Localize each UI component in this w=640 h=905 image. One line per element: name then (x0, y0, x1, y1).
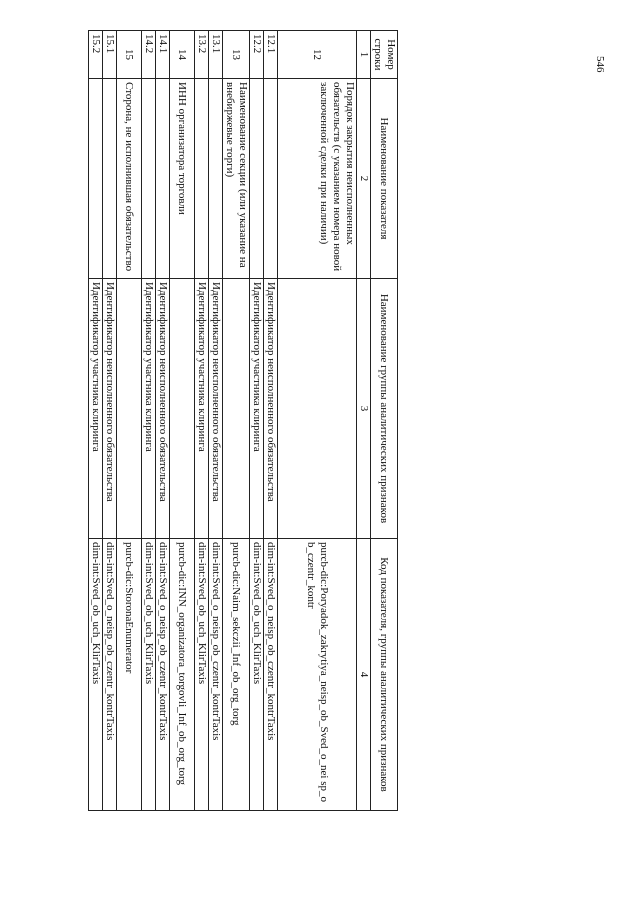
row-number: 12.1 (264, 31, 278, 79)
indicator-code: dim-int:Sved_o_neisp_ob_czentr_kontrTaxis (264, 539, 278, 811)
group-name (117, 279, 142, 539)
group-name (278, 279, 357, 539)
row-number: 13.1 (209, 31, 223, 79)
table-row (156, 31, 170, 811)
indicator-name (103, 79, 117, 279)
table-row (264, 31, 278, 811)
row-number: 14.1 (156, 31, 170, 79)
group-name: Идентификатор неисполненного обязательства (264, 279, 278, 539)
group-name: Идентификатор участника клиринга (89, 279, 103, 539)
group-name: Идентификатор неисполненного обязательства (103, 279, 117, 539)
group-name: Идентификатор участника клиринга (195, 279, 209, 539)
group-name (170, 279, 195, 539)
row-number: 14.2 (142, 31, 156, 79)
indicator-name (209, 79, 223, 279)
indicator-code: dim-int:Sved_ob_uch_KlirTaxis (142, 539, 156, 811)
group-name (223, 279, 250, 539)
table-row (117, 31, 142, 811)
indicator-name: Сторона, не исполнившая обязательство (117, 79, 142, 279)
table-row (223, 31, 250, 811)
table-row (103, 31, 117, 811)
row-number: 13.2 (195, 31, 209, 79)
row-number: 15 (117, 31, 142, 79)
table-row (278, 31, 357, 811)
row-number: 15.2 (89, 31, 103, 79)
column-number: 3 (357, 279, 371, 539)
indicator-name (142, 79, 156, 279)
indicator-name: Наименование секции (или указание на внебиржевые торги) (223, 79, 250, 279)
header-code: Код показателя, группы аналитических признаков (371, 539, 398, 811)
table-row (170, 31, 195, 811)
indicator-name (89, 79, 103, 279)
row-number: 12.2 (250, 31, 264, 79)
indicator-code: dim-int:Sved_ob_uch_KlirTaxis (89, 539, 103, 811)
indicator-code: dim-int:Sved_o_neisp_ob_czentr_kontrTaxis (103, 539, 117, 811)
row-number: 14 (170, 31, 195, 79)
header-row (371, 31, 398, 811)
table-row (195, 31, 209, 811)
header-row-number: Номер строки (371, 31, 398, 79)
row-number: 13 (223, 31, 250, 79)
row-number: 15.1 (103, 31, 117, 79)
column-number: 4 (357, 539, 371, 811)
table-row (89, 31, 103, 811)
indicator-name (195, 79, 209, 279)
indicator-code: dim-int:Sved_o_neisp_ob_czentr_kontrTaxis (209, 539, 223, 811)
indicator-code: purcb-dic:Poryadok_zakrytiya_neisp_ob_Sved_o_nei sp_ob_czentr_kontr (278, 539, 357, 811)
indicator-name (156, 79, 170, 279)
group-name: Идентификатор участника клиринга (142, 279, 156, 539)
table-row (250, 31, 264, 811)
indicator-code: dim-int:Sved_o_neisp_ob_czentr_kontrTaxis (156, 539, 170, 811)
indicator-name (250, 79, 264, 279)
group-name: Идентификатор неисполненного обязательства (156, 279, 170, 539)
indicator-code: purcb-dic:StoronaEnumerator (117, 539, 142, 811)
indicator-code: dim-int:Sved_ob_uch_KlirTaxis (195, 539, 209, 811)
column-number: 1 (357, 31, 371, 79)
indicators-table (88, 30, 398, 811)
column-numbers-row (357, 31, 371, 811)
column-number: 2 (357, 79, 371, 279)
group-name: Идентификатор участника клиринга (250, 279, 264, 539)
header-indicator-name: Наименование показателя (371, 79, 398, 279)
page-number: 546 (594, 56, 606, 73)
indicator-code: purcb-dic:Naim_sekczii_Inf_ob_org_torg (223, 539, 250, 811)
rotated-page (50, 30, 398, 810)
group-name: Идентификатор неисполненного обязательства (209, 279, 223, 539)
indicator-name: ИНН организатора торговли (170, 79, 195, 279)
row-number: 12 (278, 31, 357, 79)
table-row (209, 31, 223, 811)
indicator-name: Порядок закрытия неисполненных обязательств (с указанием номера новой заключенной сделки при наличии) (278, 79, 357, 279)
indicator-name (264, 79, 278, 279)
indicator-code: purcb-dic:INN_organizatora_torgovli_Inf_ob_org_torg (170, 539, 195, 811)
table-row (142, 31, 156, 811)
indicator-code: dim-int:Sved_ob_uch_KlirTaxis (250, 539, 264, 811)
header-group-name: Наименование группы аналитических признаков (371, 279, 398, 539)
